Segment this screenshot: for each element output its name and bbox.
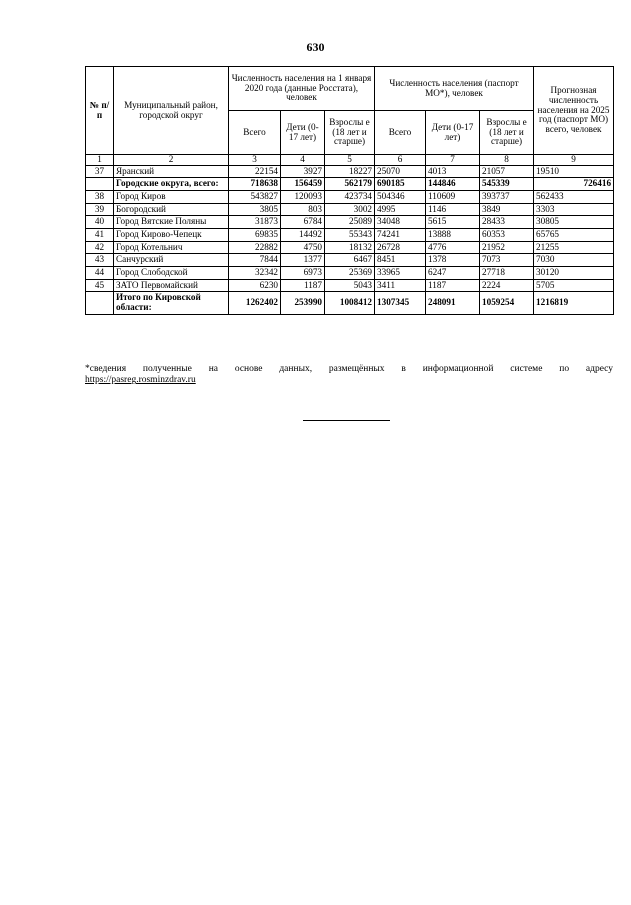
passport-adults-cell: 28433 xyxy=(480,216,534,229)
row-name: ЗАТО Первомайский xyxy=(114,279,229,292)
rosstat-total-cell: 22882 xyxy=(229,241,281,254)
rosstat-children-cell: 253990 xyxy=(281,292,325,314)
passport-adults-cell: 7073 xyxy=(480,254,534,267)
table-row xyxy=(86,254,614,267)
rosstat-children-cell: 120093 xyxy=(281,190,325,203)
forecast-cell: 30805 xyxy=(534,216,614,229)
rosstat-adults-cell: 1008412 xyxy=(325,292,375,314)
row-name: Городские округа, всего: xyxy=(114,178,229,191)
row-name: Город Слободской xyxy=(114,266,229,279)
rosstat-children-cell: 3927 xyxy=(281,165,325,178)
column-index: 2 xyxy=(114,155,229,166)
forecast-cell: 7030 xyxy=(534,254,614,267)
passport-adults-cell: 60353 xyxy=(480,228,534,241)
passport-total-cell: 26728 xyxy=(375,241,426,254)
table-row xyxy=(86,190,614,203)
row-number: 41 xyxy=(86,228,114,241)
passport-children-cell: 4013 xyxy=(426,165,480,178)
column-index-row xyxy=(86,155,614,166)
forecast-cell: 5705 xyxy=(534,279,614,292)
rosstat-total-cell: 3805 xyxy=(229,203,281,216)
row-number: 42 xyxy=(86,241,114,254)
row-number: 38 xyxy=(86,190,114,203)
rosstat-total-cell: 1262402 xyxy=(229,292,281,314)
rosstat-children-cell: 4750 xyxy=(281,241,325,254)
rosstat-total-cell: 6230 xyxy=(229,279,281,292)
rosstat-adults-cell: 55343 xyxy=(325,228,375,241)
header-passport-total: Всего xyxy=(375,111,426,155)
column-index: 7 xyxy=(426,155,480,166)
passport-children-cell: 4776 xyxy=(426,241,480,254)
passport-adults-cell: 545339 xyxy=(480,178,534,191)
population-table xyxy=(85,66,614,315)
rosstat-children-cell: 14492 xyxy=(281,228,325,241)
column-index: 5 xyxy=(325,155,375,166)
passport-children-cell: 144846 xyxy=(426,178,480,191)
row-name: Город Кирово-Чепецк xyxy=(114,228,229,241)
rosstat-children-cell: 156459 xyxy=(281,178,325,191)
table-row xyxy=(86,178,614,191)
row-number: 44 xyxy=(86,266,114,279)
rosstat-total-cell: 31873 xyxy=(229,216,281,229)
passport-children-cell: 1187 xyxy=(426,279,480,292)
rosstat-adults-cell: 3002 xyxy=(325,203,375,216)
header-passport-group: Численность населения (паспорт МО*), человек xyxy=(375,67,534,111)
rosstat-total-cell: 7844 xyxy=(229,254,281,267)
footnote-text: *сведения полученные на основе данных, размещённых в информационной системе по адресу xyxy=(85,364,613,374)
passport-children-cell: 248091 xyxy=(426,292,480,314)
forecast-cell: 65765 xyxy=(534,228,614,241)
header-passport-children: Дети (0-17 лет) xyxy=(426,111,480,155)
rosstat-children-cell: 1187 xyxy=(281,279,325,292)
table-row xyxy=(86,241,614,254)
passport-children-cell: 110609 xyxy=(426,190,480,203)
passport-total-cell: 4995 xyxy=(375,203,426,216)
rosstat-adults-cell: 562179 xyxy=(325,178,375,191)
rosstat-total-cell: 22154 xyxy=(229,165,281,178)
forecast-cell: 21255 xyxy=(534,241,614,254)
row-name: Богородский xyxy=(114,203,229,216)
footnote-link[interactable]: https://pasreg.rosminzdrav.ru xyxy=(85,375,196,386)
rosstat-adults-cell: 25369 xyxy=(325,266,375,279)
passport-adults-cell: 21057 xyxy=(480,165,534,178)
header-rosstat-adults: Взрослы е (18 лет и старше) xyxy=(325,111,375,155)
page-number: 630 xyxy=(306,40,325,54)
row-number xyxy=(86,292,114,314)
passport-total-cell: 690185 xyxy=(375,178,426,191)
passport-total-cell: 74241 xyxy=(375,228,426,241)
rosstat-adults-cell: 25089 xyxy=(325,216,375,229)
forecast-cell: 1216819 xyxy=(534,292,614,314)
passport-children-cell: 1146 xyxy=(426,203,480,216)
passport-adults-cell: 2224 xyxy=(480,279,534,292)
row-name: Город Котельнич xyxy=(114,241,229,254)
passport-adults-cell: 27718 xyxy=(480,266,534,279)
rosstat-adults-cell: 18227 xyxy=(325,165,375,178)
column-index: 4 xyxy=(281,155,325,166)
table-row xyxy=(86,203,614,216)
header-rosstat-total: Всего xyxy=(229,111,281,155)
passport-adults-cell: 393737 xyxy=(480,190,534,203)
passport-total-cell: 1307345 xyxy=(375,292,426,314)
column-index: 6 xyxy=(375,155,426,166)
rosstat-children-cell: 6973 xyxy=(281,266,325,279)
passport-adults-cell: 21952 xyxy=(480,241,534,254)
section-divider xyxy=(303,420,390,421)
table-row xyxy=(86,165,614,178)
passport-total-cell: 504346 xyxy=(375,190,426,203)
column-index: 1 xyxy=(86,155,114,166)
passport-total-cell: 8451 xyxy=(375,254,426,267)
rosstat-total-cell: 69835 xyxy=(229,228,281,241)
table-row xyxy=(86,279,614,292)
header-rosstat-children: Дети (0-17 лет) xyxy=(281,111,325,155)
passport-total-cell: 34048 xyxy=(375,216,426,229)
header-forecast: Прогнозная численность населения на 2025 год (паспорт МО) всего, человек xyxy=(534,67,614,155)
column-index: 9 xyxy=(534,155,614,166)
forecast-cell: 562433 xyxy=(534,190,614,203)
passport-children-cell: 1378 xyxy=(426,254,480,267)
rosstat-children-cell: 803 xyxy=(281,203,325,216)
forecast-cell: 19510 xyxy=(534,165,614,178)
table-row xyxy=(86,216,614,229)
table-row xyxy=(86,292,614,314)
row-name: Город Киров xyxy=(114,190,229,203)
header-rosstat-group: Численность населения на 1 января 2020 года (данные Росстата), человек xyxy=(229,67,375,111)
row-number xyxy=(86,178,114,191)
forecast-cell: 726416 xyxy=(534,178,614,191)
table-row xyxy=(86,228,614,241)
header-name: Муниципальный район, городской округ xyxy=(114,67,229,155)
forecast-cell: 3303 xyxy=(534,203,614,216)
column-index: 8 xyxy=(480,155,534,166)
rosstat-adults-cell: 423734 xyxy=(325,190,375,203)
rosstat-adults-cell: 6467 xyxy=(325,254,375,267)
forecast-cell: 30120 xyxy=(534,266,614,279)
passport-adults-cell: 3849 xyxy=(480,203,534,216)
header-num: № п/п xyxy=(86,67,114,155)
passport-children-cell: 5615 xyxy=(426,216,480,229)
rosstat-total-cell: 32342 xyxy=(229,266,281,279)
footnote xyxy=(85,364,613,387)
rosstat-children-cell: 1377 xyxy=(281,254,325,267)
row-name: Город Вятские Поляны xyxy=(114,216,229,229)
row-name: Санчурский xyxy=(114,254,229,267)
rosstat-total-cell: 718638 xyxy=(229,178,281,191)
passport-children-cell: 6247 xyxy=(426,266,480,279)
passport-children-cell: 13888 xyxy=(426,228,480,241)
row-number: 37 xyxy=(86,165,114,178)
rosstat-children-cell: 6784 xyxy=(281,216,325,229)
row-name: Яранский xyxy=(114,165,229,178)
row-number: 40 xyxy=(86,216,114,229)
passport-total-cell: 25070 xyxy=(375,165,426,178)
row-number: 43 xyxy=(86,254,114,267)
rosstat-adults-cell: 18132 xyxy=(325,241,375,254)
header-passport-adults: Взрослы е (18 лет и старше) xyxy=(480,111,534,155)
rosstat-adults-cell: 5043 xyxy=(325,279,375,292)
passport-total-cell: 33965 xyxy=(375,266,426,279)
row-name: Итого по Кировской области: xyxy=(114,292,229,314)
row-number: 39 xyxy=(86,203,114,216)
table-row xyxy=(86,266,614,279)
passport-adults-cell: 1059254 xyxy=(480,292,534,314)
passport-total-cell: 3411 xyxy=(375,279,426,292)
row-number: 45 xyxy=(86,279,114,292)
column-index: 3 xyxy=(229,155,281,166)
rosstat-total-cell: 543827 xyxy=(229,190,281,203)
